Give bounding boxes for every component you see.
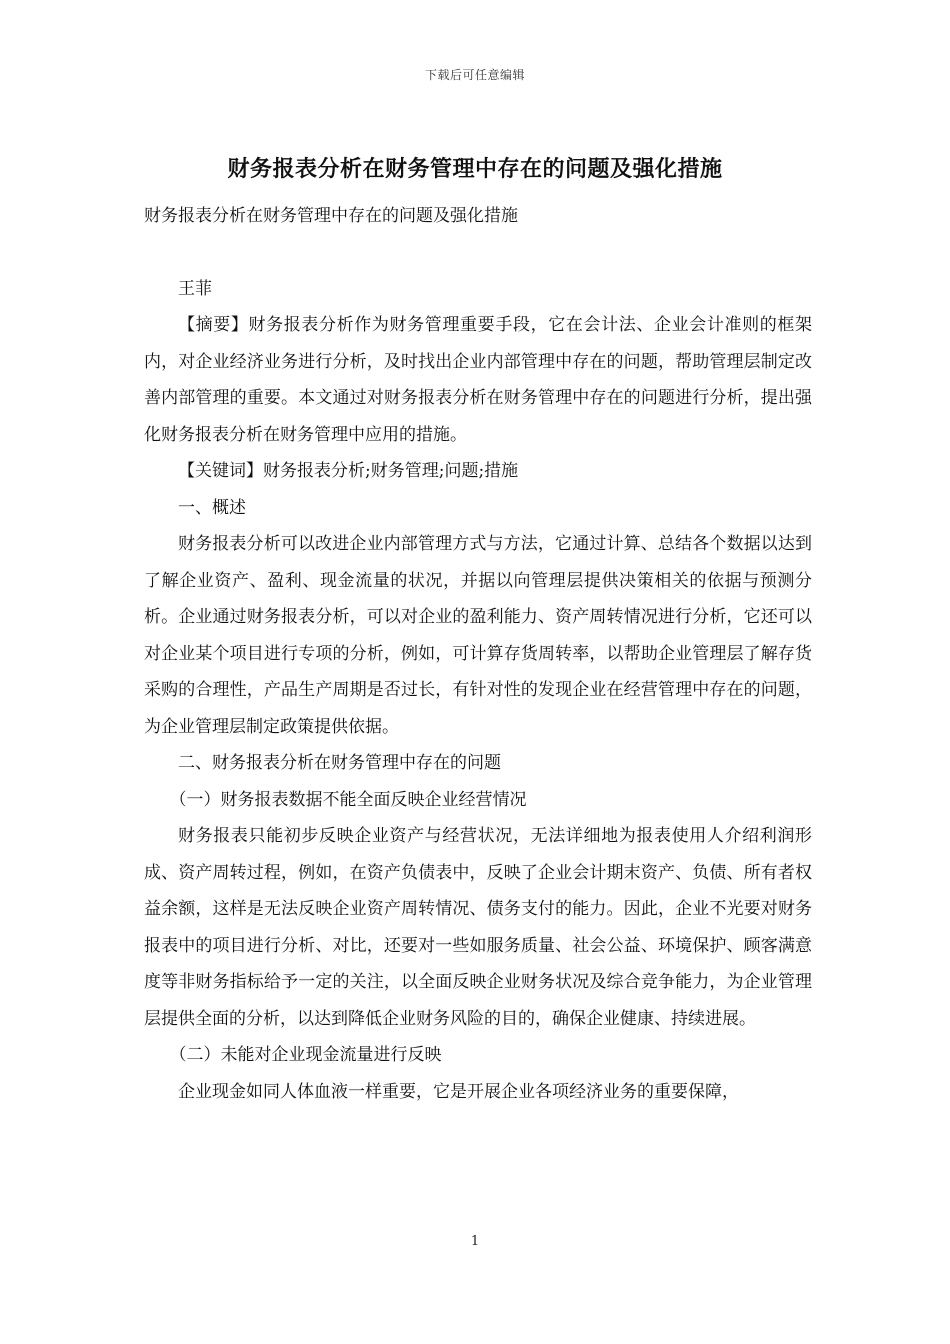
document-title: 财务报表分析在财务管理中存在的问题及强化措施 [227,157,723,182]
subsection-heading-1: （一）财务报表数据不能全面反映企业经营情况 [169,789,527,810]
subsection-2-paragraph: 企业现金如同人体血液一样重要，它是开展企业各项经济业务的重要保障， [178,1081,739,1102]
section-heading-problems: 二、财务报表分析在财务管理中存在的问题 [178,753,501,773]
keywords-paragraph: 【关键词】财务报表分析;财务管理;问题;措施 [178,461,519,481]
subtitle: 财务报表分析在财务管理中存在的问题及强化措施 [144,206,518,226]
page-number: 1 [470,1234,480,1249]
blank-line [144,235,812,271]
header-note: 下载后可任意编辑 [424,68,525,82]
abstract-paragraph: 【摘要】财务报表分析作为财务管理重要手段，它在会计法、企业会计准则的框架内，对企业经济业务进行分析，及时找出企业内部管理中存在的问题，帮助管理层制定改善内部管理的重要。本文通过对财务报表分析在财务管理中存在的问题进行分析，提出强化财务报表分析在财务管理中应用的措施。 [144,315,812,445]
subsection-heading-2: （二）未能对企业现金流量进行反映 [169,1045,442,1065]
subsection-1-paragraph: 财务报表只能初步反映企业资产与经营状况，无法详细地为报表使用人介绍利润形成、资产周转过程，例如，在资产负债表中，反映了企业会计期末资产、负债、所有者权益余额，这样是无法反映企业资产周转情况、债务支付的能力。因此，企业不光要对财务报表中的项目进行分析、对比，还要对一些如服务质量、社会公益、环境保护、顾客满意度等非财务指标给予一定的关注，以全面反映企业财务状况及综合竞争能力，为企业管理层提供全面的分析，以达到降低企业财务风险的目的，确保企业健康、持续进展。 [144,826,812,1029]
overview-paragraph: 财务报表分析可以改进企业内部管理方式与方法，它通过计算、总结各个数据以达到了解企业资产、盈利、现金流量的状况，并据以向管理层提供决策相关的依据与预测分析。企业通过财务报表分析，可以对企业的盈利能力、资产周转情况进行分析，它还可以对企业某个项目进行专项的分析，例如，可计算存货周转率，以帮助企业管理层了解存货采购的合理性，产品生产周期是否过长，有针对性的发现企业在经营管理中存在的问题，为企业管理层制定政策提供依据。 [144,534,812,737]
author-name: 王菲 [178,278,212,299]
section-heading-overview: 一、概述 [178,497,246,518]
document-body [144,198,812,1110]
